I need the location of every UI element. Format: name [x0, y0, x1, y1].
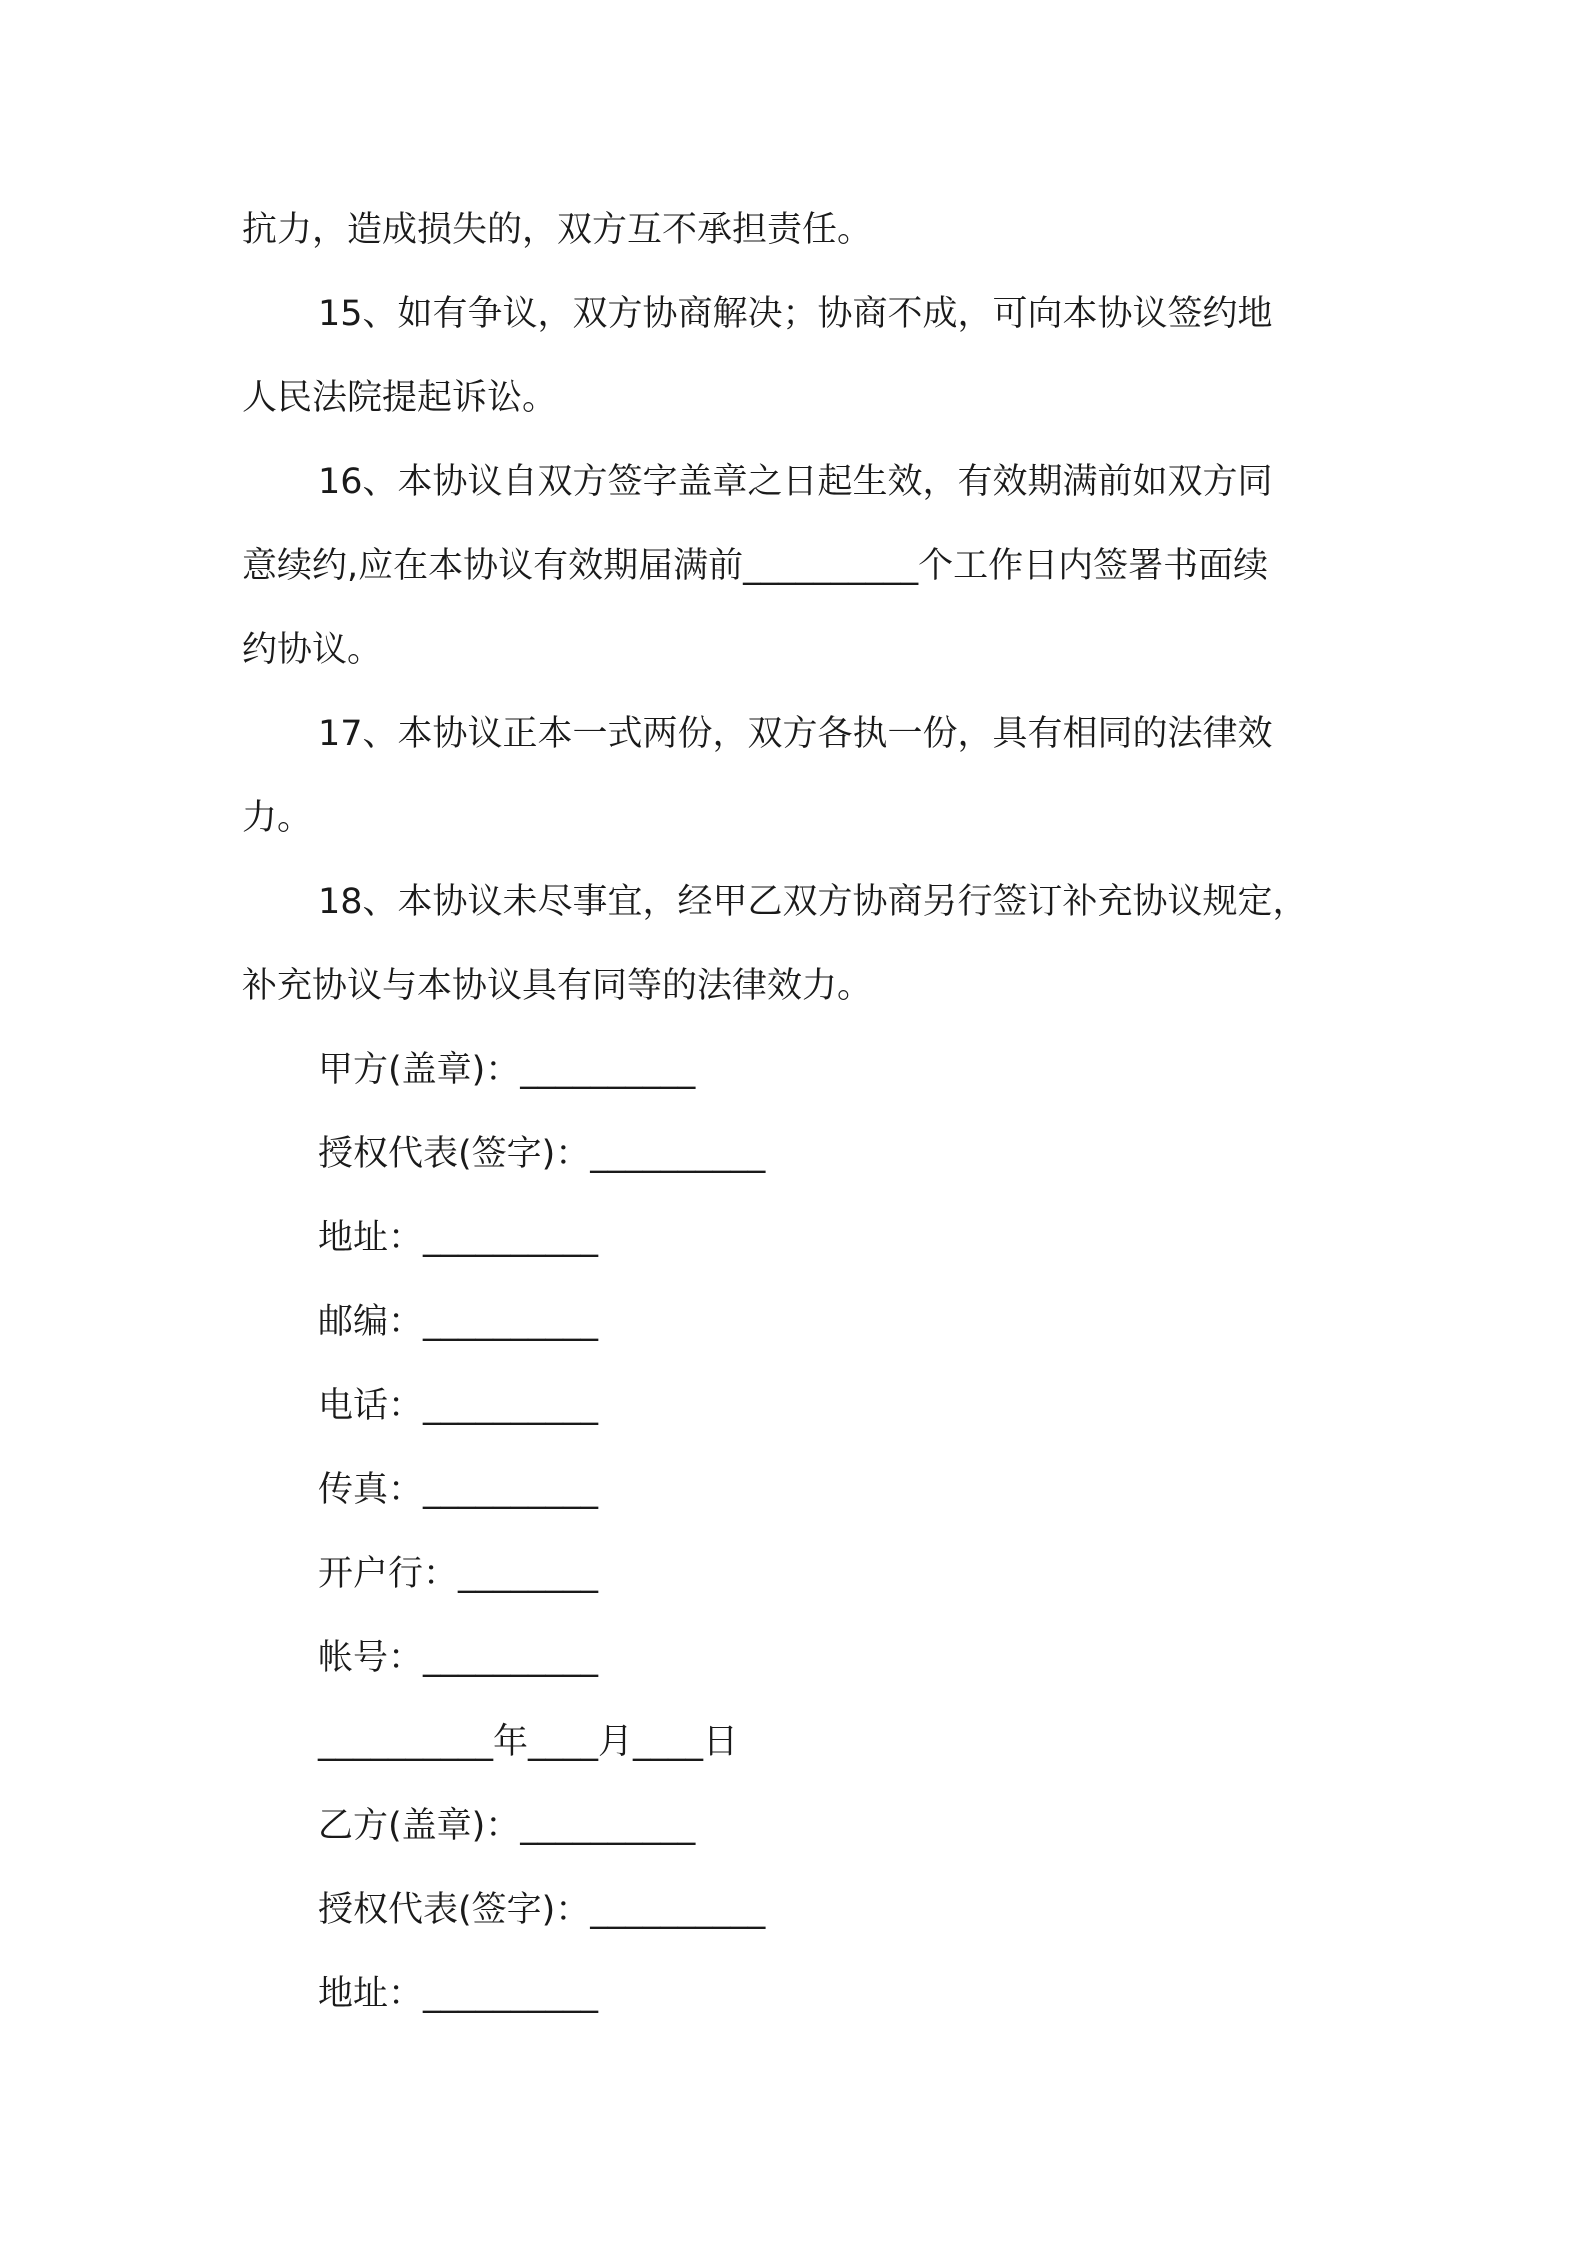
party-a-postcode-field: 邮编：__________ — [318, 1302, 599, 1342]
party-a-seal-field: 甲方(盖章)：__________ — [318, 1050, 696, 1090]
party-b-address-field: 地址：__________ — [318, 1974, 599, 2014]
clause-14-continuation: 抗力，造成损失的，双方互不承担责任。 — [242, 210, 873, 250]
clause-17-line-2: 力。 — [242, 798, 313, 838]
clause-15-line-2: 人民法院提起诉讼。 — [242, 378, 558, 418]
party-a-phone-field: 电话：__________ — [318, 1386, 599, 1426]
clause-16-line-3: 约协议。 — [242, 630, 383, 670]
clause-17-line-1: 17、本协议正本一式两份，双方各执一份，具有相同的法律效 — [318, 714, 1273, 754]
party-a-address-field: 地址：__________ — [318, 1218, 599, 1258]
party-a-bank-field: 开户行：________ — [318, 1554, 599, 1594]
party-a-date-field: __________年____月____日 — [318, 1722, 739, 1762]
clause-18-line-1: 18、本协议未尽事宜，经甲乙双方协商另行签订补充协议规定， — [318, 882, 1308, 922]
party-a-representative-field: 授权代表(签字)：__________ — [318, 1134, 766, 1174]
clause-18-line-2: 补充协议与本协议具有同等的法律效力。 — [242, 966, 873, 1006]
clause-15-line-1: 15、如有争议，双方协商解决；协商不成，可向本协议签约地 — [318, 294, 1273, 334]
party-a-fax-field: 传真：__________ — [318, 1470, 599, 1510]
clause-16-line-1: 16、本协议自双方签字盖章之日起生效，有效期满前如双方同 — [318, 462, 1273, 502]
clause-16-line-2: 意续约,应在本协议有效期届满前__________个工作日内签署书面续 — [242, 546, 1269, 586]
party-a-account-field: 帐号：__________ — [318, 1638, 599, 1678]
party-b-representative-field: 授权代表(签字)：__________ — [318, 1890, 766, 1930]
party-b-seal-field: 乙方(盖章)：__________ — [318, 1806, 696, 1846]
